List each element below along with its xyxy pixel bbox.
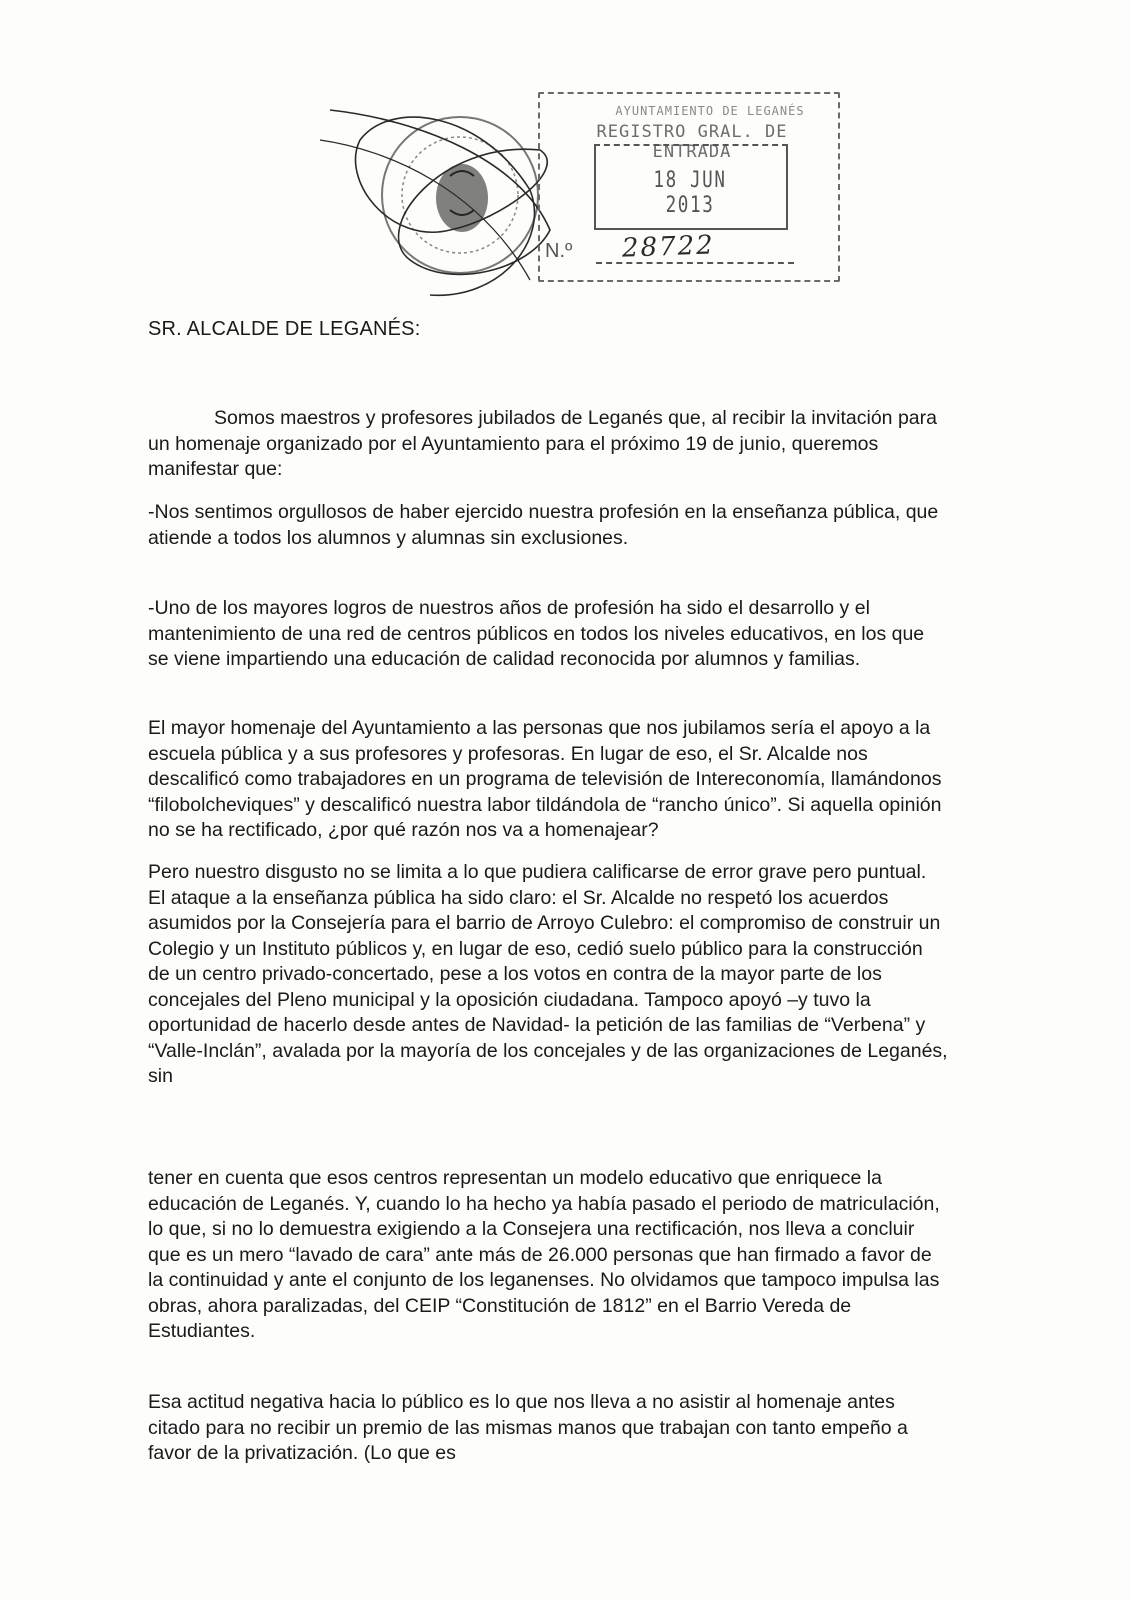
letter-salutation: SR. ALCALDE DE LEGANÉS: (148, 318, 421, 340)
seal-emblem (436, 164, 488, 232)
stamp-number-label: N.º (545, 240, 573, 262)
paragraph-pride: -Nos sentimos orgullosos de haber ejercido nuestra profesión en la enseñanza pública, que atiende a todos los alumnos y alumnas sin exclusiones. (148, 501, 939, 549)
stamp-office-text: AYUNTAMIENTO DE LEGANÉS (615, 104, 805, 118)
stamp-number-handwritten: 28722 (621, 230, 716, 264)
stamp-date: 18 JUN 2013 (653, 168, 727, 218)
signature-stroke (320, 140, 530, 280)
paragraph-intro: Somos maestros y profesores jubilados de Leganés que, al recibir la invitación para un homenaje organizado por el Ayuntamiento para el próximo 19 de junio, queremos manifestar que: (148, 407, 937, 480)
paragraph-homage: El mayor homenaje del Ayuntamiento a las personas que nos jubilamos sería el apoyo a la escuela pública y a sus profesores y profesoras. En lugar de eso, el Sr. Alcalde nos descalificó como trabajadores en un programa de televisión de Intereconomía, llamándonos “filobolcheviques” y descalificó nuestra labor tildándola de “rancho único”. Si aquella opinión no se ha rectificado, ¿por qué razón nos va a homenajear? (148, 717, 942, 841)
paragraph-achievement: -Uno de los mayores logros de nuestros años de profesión ha sido el desarrollo y el mantenimiento de una red de centros públicos en todos los niveles educativos, en los que se viene impartiendo una educación de calidad reconocida por alumnos y familias. (148, 597, 925, 670)
paragraph-grievance: Pero nuestro disgusto no se limita a lo que pudiera calificarse de error grave pero puntual. El ataque a la enseñanza pública ha sido claro: el Sr. Alcalde no respetó los acuerdos asumidos por la Consejería para el barrio de Arroyo Culebro: el compromiso de construir un Colegio y un Instituto públicos y, en lugar de eso, cedió suelo público para la construcción de un centro privado-concertado, pese a los votos en contra de la mayor parte de los concejales del Pleno municipal y la oposición ciudadana. Tampoco apoyó –y tuvo la oportunidad de hacerlo desde antes de Navidad- la petición de las familias de “Verbena” y “Valle-Inclán”, avalada por la mayoría de los concejales y de las organizaciones de Leganés, sin (148, 861, 948, 1087)
paragraph-continuation: tener en cuenta que esos centros representan un modelo educativo que enriquece la educación de Leganés. Y, cuando lo ha hecho ya había pasado el periodo de matriculación, lo que, si no lo demuestra exigiendo a la Consejera una rectificación, nos lleva a concluir que es un mero “lavado de cara” ante más de 26.000 personas que han firmado a favor de la continuidad y ante el conjunto de los leganenses. No olvidamos que tampoco impulsa las obras, ahora paralizadas, del CEIP “Constitución de 1812” en el Barrio Vereda de Estudiantes. (148, 1167, 940, 1342)
paragraph-conclusion: Esa actitud negativa hacia lo público es lo que nos lleva a no asistir al homenaje antes citado para no recibir un premio de las mismas manos que trabajan con tanto empeño a favor de la privatización. (Lo que es (148, 1391, 908, 1464)
stamp-registry-text: REGISTRO GRAL. DE ENTRADA (596, 122, 788, 162)
